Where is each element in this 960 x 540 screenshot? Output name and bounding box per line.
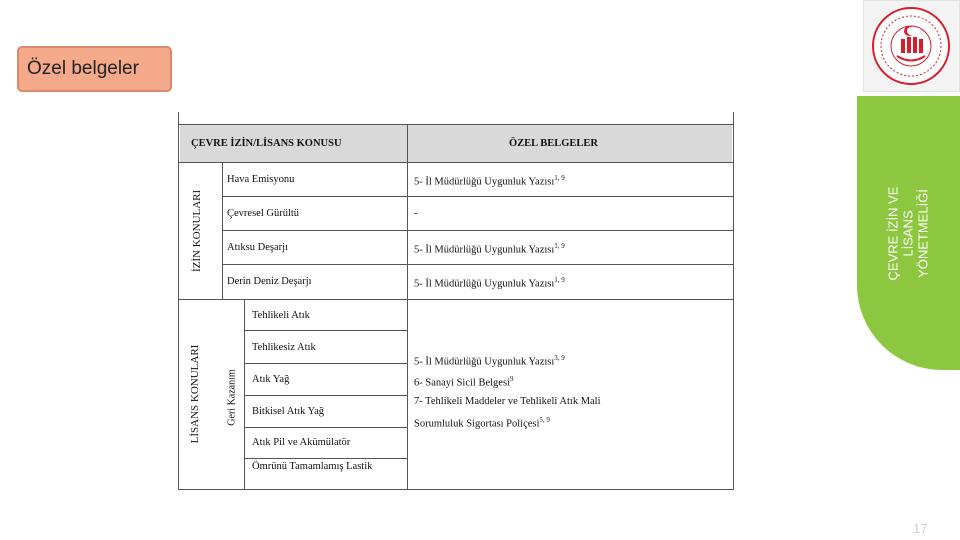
slide-title-box: [17, 46, 172, 92]
izin-subject: Atıksu Deşarjı: [227, 242, 288, 253]
izin-document: 5- İl Müdürlüğü Uygunluk Yazısı$^{1, 9}$: [414, 276, 565, 290]
ministry-seal-icon: [864, 1, 959, 91]
page-number: 17: [913, 521, 928, 536]
lisans-document: 5- İl Müdürlüğü Uygunluk Yazısı$^{3, 9}$: [414, 354, 565, 368]
lisans-subject: Tehlikesiz Atık: [252, 342, 316, 353]
izin-document: 5- İl Müdürlüğü Uygunluk Yazısı$^{1, 9}$: [414, 242, 565, 256]
geri-kazanim-label: Geri Kazanım: [226, 369, 238, 426]
izin-subject: Çevresel Gürültü: [227, 208, 300, 219]
lisans-subject: Atık Pil ve Akümülatör: [252, 437, 351, 448]
header-subject: ÇEVRE İZİN/LİSANS KONUSU: [191, 138, 342, 149]
lisans-document: Sorumluluk Sigortası Poliçesi$^{5, 9}$: [414, 416, 550, 430]
izin-document: -: [414, 208, 418, 219]
lisans-subject: Atık Yağ: [252, 374, 290, 385]
lisans-document: 7- Tehlikeli Maddeler ve Tehlikeli Atık Mali: [414, 396, 601, 407]
izin-group-label: İZİN KONULARI: [191, 189, 203, 272]
lisans-subject: Bitkisel Atık Yağ: [252, 406, 325, 417]
lisans-group-label: LİSANS KONULARI: [189, 344, 201, 444]
lisans-subject: Ömrünü Tamamlamış Lastik: [252, 461, 373, 472]
izin-subject: Derin Deniz Deşarjı: [227, 276, 312, 287]
lisans-document: 6- Sanayi Sicil Belgesi$^9$: [414, 375, 514, 389]
izin-document: 5- İl Müdürlüğü Uygunluk Yazısı$^{1, 9}$: [414, 174, 565, 188]
side-label: ÇEVRE İZİN VE LİSANS YÖNETMELİĞİ: [885, 186, 931, 280]
header-documents: ÖZEL BELGELER: [509, 138, 598, 149]
special-documents-table: [175, 112, 737, 492]
ministry-logo: [863, 0, 960, 92]
slide-title: Özel belgeler: [27, 58, 139, 79]
lisans-subject: Tehlikeli Atık: [252, 310, 310, 321]
izin-subject: Hava Emisyonu: [227, 174, 295, 185]
